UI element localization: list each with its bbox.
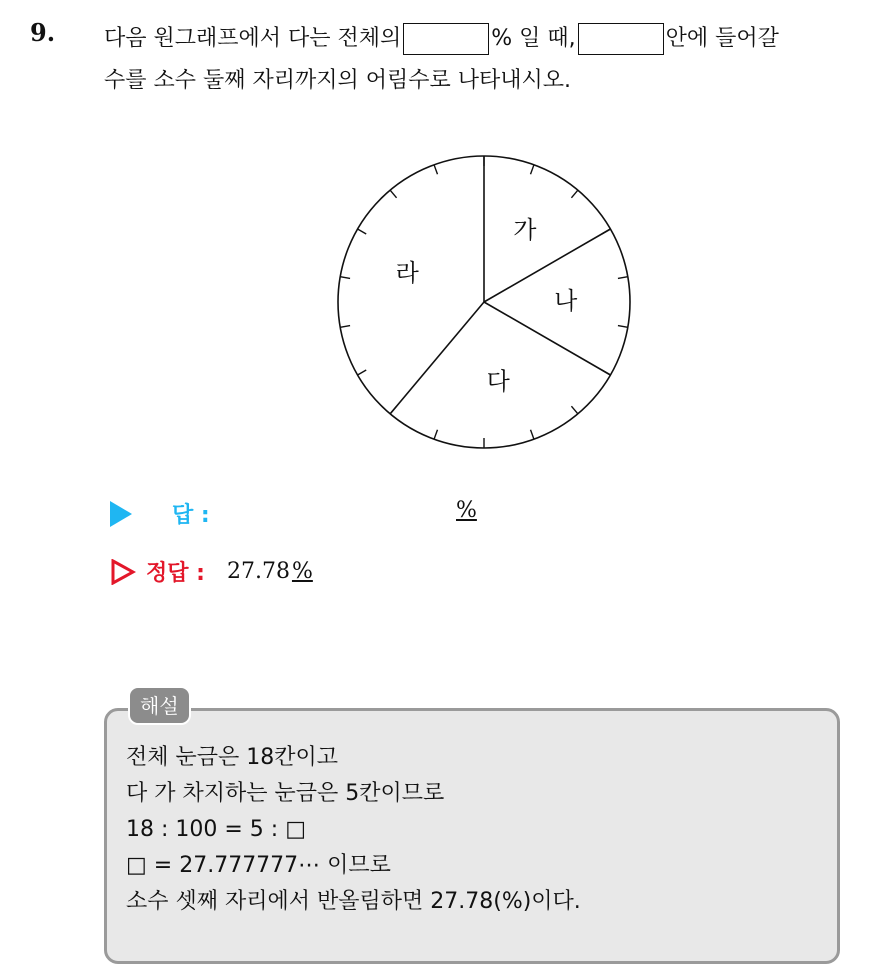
- question-text: [104, 18, 874, 102]
- correct-arrow-icon: [110, 559, 136, 585]
- pie-slice-label: 나: [554, 287, 578, 315]
- question-text-part-1: 다음 원그래프에서 다는 전체의: [104, 26, 402, 51]
- pie-slice-boundary: [390, 302, 484, 414]
- pie-tick: [531, 165, 534, 174]
- answer-unit: %: [456, 498, 477, 523]
- question-text-part-2: % 일 때,: [491, 26, 576, 51]
- explanation-text: [126, 740, 581, 920]
- pie-tick: [340, 326, 350, 328]
- question-line-1: [104, 18, 874, 60]
- pie-tick: [618, 326, 628, 328]
- explanation-line: 전체 눈금은 18칸이고: [126, 745, 338, 770]
- question-line-2: 수를 소수 둘째 자리까지의 어림수로 나타내시오.: [104, 68, 572, 93]
- explanation-line: □ = 27.777777⋯ 이므로: [126, 853, 391, 878]
- pie-chart: [330, 154, 638, 462]
- answer-label: 답 :: [172, 503, 210, 528]
- correct-value: 27.78: [226, 559, 290, 584]
- pie-tick: [571, 406, 577, 414]
- pie-tick: [358, 370, 367, 375]
- pie-tick: [358, 229, 367, 234]
- explanation-line: 소수 셋째 자리에서 반올림하면 27.78(%)이다.: [126, 889, 581, 914]
- pie-tick: [340, 277, 350, 279]
- pie-tick: [531, 430, 534, 439]
- correct-answer-row: [110, 556, 313, 587]
- correct-value-wrap: [227, 559, 313, 584]
- pie-slice-label: 다: [486, 367, 510, 396]
- pie-tick: [571, 190, 577, 198]
- pie-slice-label: 라: [395, 259, 419, 288]
- correct-label: 정답 :: [146, 561, 205, 586]
- percent-blank-box: [403, 23, 489, 55]
- question-text-part-3: 안에 들어갈: [665, 26, 779, 51]
- question-number: 9.: [30, 18, 56, 47]
- pie-slice-label: 가: [513, 216, 537, 245]
- explanation-line: 18 : 100 = 5 : □: [126, 817, 306, 842]
- answer-arrow-icon: [110, 501, 132, 527]
- answer-row: [110, 498, 210, 529]
- explanation-tag: 해설: [128, 686, 191, 725]
- pie-tick: [618, 277, 628, 279]
- explanation-line: 다 가 차지하는 눈금은 5칸이므로: [126, 781, 445, 806]
- pie-slice-boundary: [484, 302, 610, 375]
- pie-slice-boundary: [484, 229, 610, 302]
- pie-tick: [434, 165, 437, 174]
- answer-blank-box: [578, 23, 664, 55]
- pie-tick: [434, 430, 437, 439]
- correct-unit: %: [291, 559, 313, 584]
- pie-tick: [390, 190, 396, 198]
